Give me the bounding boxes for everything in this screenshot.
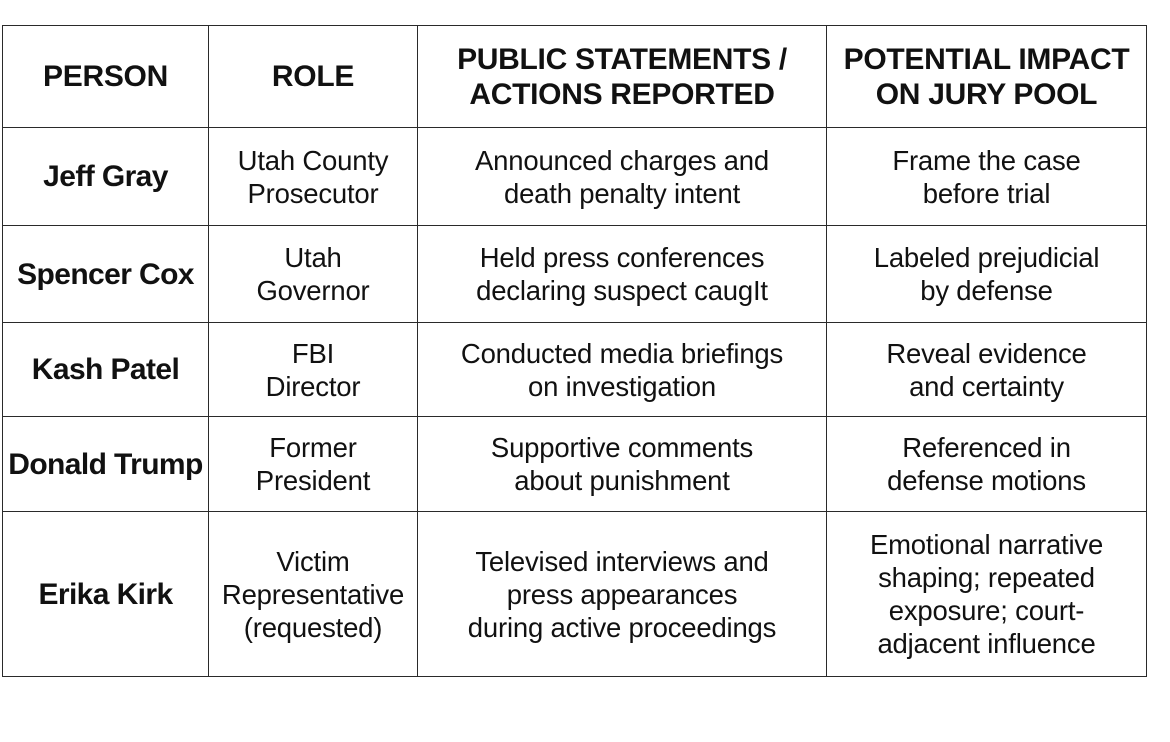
cell-statements: Conducted media briefings on investigation [418, 323, 827, 417]
cell-impact: Labeled prejudicial by defense [827, 226, 1147, 323]
header-person: PERSON [3, 26, 209, 128]
table-row [3, 128, 1147, 226]
cell-impact: Reveal evidence and certainty [827, 323, 1147, 417]
cell-statements: Supportive comments about punishment [418, 417, 827, 512]
cell-person: Spencer Cox [3, 226, 209, 323]
header-row [3, 26, 1147, 128]
table-row [3, 512, 1147, 677]
header-potential-impact: POTENTIAL IMPACT ON JURY POOL [827, 26, 1147, 128]
header-public-statements: PUBLIC STATEMENTS / ACTIONS REPORTED [418, 26, 827, 128]
jury-pool-impact-table [2, 25, 1147, 677]
table-row [3, 323, 1147, 417]
cell-impact: Emotional narrative shaping; repeated exposure; court- adjacent influence [827, 512, 1147, 677]
table-row [3, 226, 1147, 323]
table-row [3, 417, 1147, 512]
header-role: ROLE [209, 26, 418, 128]
cell-role: Utah Governor [209, 226, 418, 323]
cell-person: Jeff Gray [3, 128, 209, 226]
cell-role: Utah County Prosecutor [209, 128, 418, 226]
cell-role: FBI Director [209, 323, 418, 417]
cell-statements: Televised interviews and press appearances during active proceedings [418, 512, 827, 677]
cell-impact: Referenced in defense motions [827, 417, 1147, 512]
cell-role: Victim Representative (requested) [209, 512, 418, 677]
cell-statements: Announced charges and death penalty intent [418, 128, 827, 226]
cell-role: Former President [209, 417, 418, 512]
cell-statements: Held press conferences declaring suspect caugIt [418, 226, 827, 323]
cell-impact: Frame the case before trial [827, 128, 1147, 226]
cell-person: Donald Trump [3, 417, 209, 512]
cell-person: Erika Kirk [3, 512, 209, 677]
cell-person: Kash Patel [3, 323, 209, 417]
